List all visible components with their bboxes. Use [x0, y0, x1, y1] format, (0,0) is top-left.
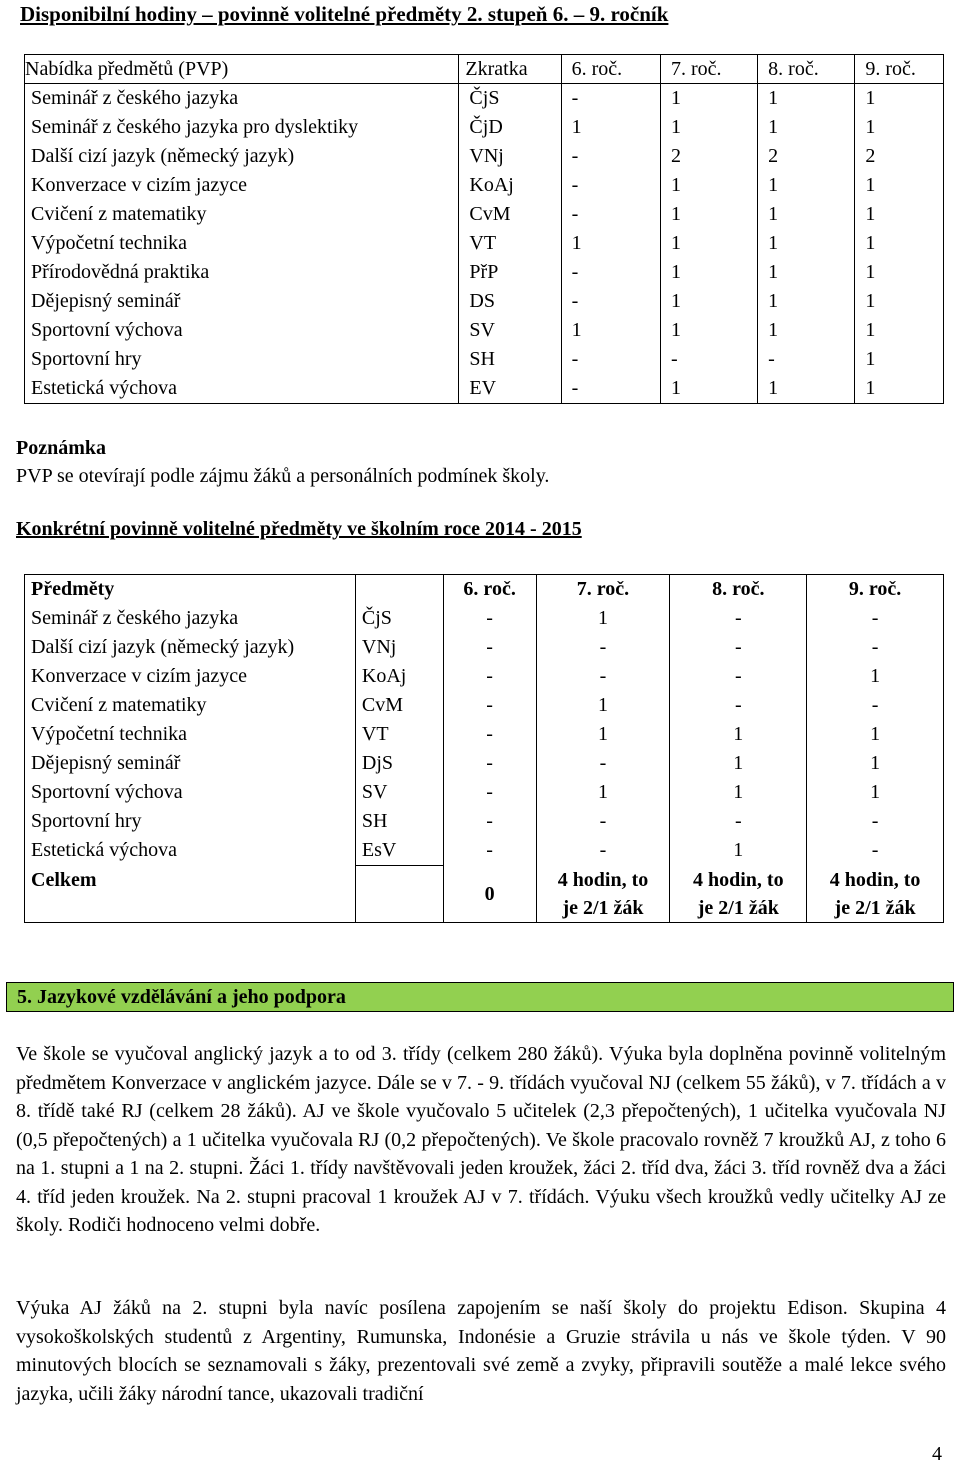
table-cell: -	[443, 720, 536, 749]
table-cell: 1	[807, 662, 944, 691]
table-cell: Sportovní hry	[25, 807, 356, 836]
table-cell: 1	[660, 229, 757, 258]
table-cell: -	[561, 258, 660, 287]
section-heading: 5. Jazykové vzdělávání a jeho podpora	[6, 982, 954, 1012]
table-cell: -	[660, 345, 757, 374]
header-cell: 6. roč.	[561, 55, 660, 84]
note-text: PVP se otevírají podle zájmu žáků a personálních podmínek školy.	[16, 465, 550, 487]
table-cell: Další cizí jazyk (německý jazyk)	[25, 142, 459, 171]
table-cell: -	[807, 691, 944, 720]
table-row	[25, 142, 944, 171]
note-heading: Poznámka	[16, 437, 106, 459]
table-cell: 2	[758, 142, 855, 171]
table-cell: 2	[660, 142, 757, 171]
table-cell: -	[561, 287, 660, 316]
table-cell: -	[758, 345, 855, 374]
table-cell: 1	[536, 691, 670, 720]
table-cell: -	[561, 171, 660, 200]
table-cell: Seminář z českého jazyka pro dyslektiky	[25, 113, 459, 142]
table-header-row	[25, 55, 944, 84]
table-row	[25, 345, 944, 374]
table-cell: 1	[660, 113, 757, 142]
table-cell: 1	[660, 84, 757, 114]
table-cell: KoAj	[459, 171, 561, 200]
table-cell: 1	[660, 287, 757, 316]
table-cell: 1	[807, 720, 944, 749]
table-row	[25, 229, 944, 258]
table-cell: 1	[561, 316, 660, 345]
table-row	[25, 662, 944, 691]
table-cell: Dějepisný seminář	[25, 287, 459, 316]
total-cell	[807, 866, 944, 923]
table-cell: 1	[855, 316, 944, 345]
table-cell: -	[807, 807, 944, 836]
table-row	[25, 171, 944, 200]
table-cell: 1	[536, 604, 670, 633]
table-cell: Sportovní výchova	[25, 316, 459, 345]
table-cell: 1	[807, 749, 944, 778]
page-title: Disponibilní hodiny – povinně volitelné předměty 2. stupeň 6. – 9. ročník	[20, 2, 669, 26]
table-cell: 1	[670, 720, 807, 749]
table-row	[25, 720, 944, 749]
total-text: 4 hodin, to	[557, 868, 649, 891]
total-row	[25, 866, 944, 923]
header-cell: 8. roč.	[758, 55, 855, 84]
table-cell: 1	[855, 258, 944, 287]
table-cell: -	[536, 633, 670, 662]
table-cell: Dějepisný seminář	[25, 749, 356, 778]
total-text: 0	[484, 882, 495, 905]
table-cell: -	[443, 691, 536, 720]
table-cell: -	[561, 374, 660, 404]
table-cell: Výpočetní technika	[25, 229, 459, 258]
pvp-offer-table	[24, 54, 944, 404]
pvp-2014-table	[24, 574, 944, 923]
table-cell: -	[561, 345, 660, 374]
header-cell: 9. roč.	[855, 55, 944, 84]
total-text: je 2/1 žák	[562, 896, 644, 919]
table-cell: -	[670, 662, 807, 691]
table-cell: -	[443, 633, 536, 662]
table-cell: VT	[459, 229, 561, 258]
table-row	[25, 633, 944, 662]
table-cell: 1	[855, 345, 944, 374]
table-cell: 1	[855, 84, 944, 114]
table-cell: 1	[758, 374, 855, 404]
table-cell: SV	[459, 316, 561, 345]
table-cell: KoAj	[355, 662, 443, 691]
header-cell: 8. roč.	[670, 575, 807, 605]
table-cell: PřP	[459, 258, 561, 287]
total-cell	[443, 866, 536, 923]
header-cell: 7. roč.	[536, 575, 670, 605]
table-cell: -	[443, 836, 536, 866]
table-cell: 1	[758, 287, 855, 316]
table-cell: CvM	[459, 200, 561, 229]
table-cell: ČjS	[355, 604, 443, 633]
table-cell: 1	[670, 778, 807, 807]
total-cell	[536, 866, 670, 923]
table-row	[25, 200, 944, 229]
table-cell: DS	[459, 287, 561, 316]
table-cell: 1	[855, 200, 944, 229]
table-row	[25, 836, 944, 866]
table-row	[25, 778, 944, 807]
table-cell: -	[670, 807, 807, 836]
table-cell: EsV	[355, 836, 443, 866]
table-cell: VNj	[459, 142, 561, 171]
header-cell: Zkratka	[459, 55, 561, 84]
table-cell: 1	[660, 258, 757, 287]
table-cell: Cvičení z matematiky	[25, 691, 356, 720]
table-cell: -	[443, 749, 536, 778]
table-row	[25, 604, 944, 633]
table-row	[25, 749, 944, 778]
table-cell: Cvičení z matematiky	[25, 200, 459, 229]
table-row	[25, 287, 944, 316]
table-row	[25, 316, 944, 345]
table-cell: Sportovní výchova	[25, 778, 356, 807]
table-cell: -	[670, 691, 807, 720]
table-cell: 1	[855, 374, 944, 404]
table-cell: -	[807, 604, 944, 633]
table-cell: Přírodovědná praktika	[25, 258, 459, 287]
table-cell: 1	[758, 258, 855, 287]
table-cell: Další cizí jazyk (německý jazyk)	[25, 633, 356, 662]
empty-cell	[355, 866, 443, 923]
table-cell: VT	[355, 720, 443, 749]
table-cell: CvM	[355, 691, 443, 720]
table-cell: SH	[355, 807, 443, 836]
table-cell: -	[561, 142, 660, 171]
total-text: 4 hodin, to	[692, 868, 784, 891]
table-cell: 1	[660, 171, 757, 200]
concrete-subjects-heading: Konkrétní povinně volitelné předměty ve školním roce 2014 - 2015	[16, 518, 582, 540]
table-row	[25, 113, 944, 142]
paragraph-edison-project: Výuka AJ žáků na 2. stupni byla navíc posílena zapojením se naší školy do projektu Edison. Skupina 4 vysokoškolských studentů z Argentiny, Rumunska, Indonésie a Gruzie strávila u nás ve škole týden. V 90 minutových blocích se seznamovali s žáky, prezentovali své země a zvyky, připravili soutěže a malé lekce svého jazyka, učili žáky národní tance, ukazovali tradiční	[16, 1297, 946, 1405]
paragraph-language-education: Ve škole se vyučoval anglický jazyk a to od 3. třídy (celkem 280 žáků). Výuka byla doplněna povinně volitelným předmětem Konverzace v anglickém jazyce. Dále se v 7. - 9. třídách vyučoval NJ (celkem 55 žáků), v 7. třídách a v 8. třídě také RJ (celkem 28 žáků). AJ ve škole vyučovalo 5 učitelek (2,3 přepočtených), 1 učitelka vyučovala NJ (0,5 přepočtených) a 1 učitelka vyučovala RJ (0,2 přepočtených). Ve škole pracovalo rovněž 7 kroužků AJ, z toho 6 na 1. stupni a 1 na 2. stupni. Žáci 1. třídy navštěvovali jeden kroužek, žáci 2. tříd dva, žáci 3. tříd rovněž dva a žáci 4. tříd jeden kroužek. Na 2. stupni pracoval 1 kroužek AJ v 7. třídách. Výuku všech kroužků vedly učitelky AJ ze školy. Rodiči hodnoceno velmi dobře.	[16, 1043, 946, 1236]
table-cell: 1	[758, 113, 855, 142]
header-cell: Předměty	[25, 575, 356, 605]
table-cell: -	[536, 807, 670, 836]
table-cell: SV	[355, 778, 443, 807]
table-cell: Estetická výchova	[25, 374, 459, 404]
table-cell: 1	[660, 374, 757, 404]
table-cell: 1	[660, 316, 757, 345]
table-cell: Seminář z českého jazyka	[25, 604, 356, 633]
table-row	[25, 84, 944, 114]
table-cell: 1	[758, 200, 855, 229]
table-cell: 1	[855, 229, 944, 258]
table-cell: -	[807, 836, 944, 866]
table-cell: Výpočetní technika	[25, 720, 356, 749]
table-cell: 1	[855, 171, 944, 200]
table-cell: SH	[459, 345, 561, 374]
table-cell: 1	[660, 200, 757, 229]
table-cell: -	[443, 604, 536, 633]
total-cell	[670, 866, 807, 923]
table-cell: Estetická výchova	[25, 836, 356, 866]
table-cell: VNj	[355, 633, 443, 662]
table-cell: 1	[758, 84, 855, 114]
header-cell: 6. roč.	[443, 575, 536, 605]
table-row	[25, 374, 944, 404]
table-cell: -	[443, 807, 536, 836]
table-cell: 1	[758, 229, 855, 258]
table-cell: EV	[459, 374, 561, 404]
table-cell: -	[536, 662, 670, 691]
table-cell: 1	[807, 778, 944, 807]
table-cell: -	[670, 604, 807, 633]
table-cell: -	[536, 836, 670, 866]
table-cell: -	[561, 84, 660, 114]
table-cell: 1	[536, 720, 670, 749]
table-cell: 1	[855, 113, 944, 142]
page-number: 4	[932, 1443, 942, 1465]
header-cell	[355, 575, 443, 605]
table-cell: DjS	[355, 749, 443, 778]
header-cell: Nabídka předmětů (PVP)	[25, 55, 459, 84]
table-header-row	[25, 575, 944, 605]
table-cell: Seminář z českého jazyka	[25, 84, 459, 114]
table-cell: Konverzace v cizím jazyce	[25, 171, 459, 200]
table-cell: 1	[758, 171, 855, 200]
table-cell: -	[536, 749, 670, 778]
table-cell: -	[443, 778, 536, 807]
table-cell: -	[807, 633, 944, 662]
header-cell: 7. roč.	[660, 55, 757, 84]
total-text: je 2/1 žák	[834, 896, 916, 919]
table-cell: ČjS	[459, 84, 561, 114]
header-cell: 9. roč.	[807, 575, 944, 605]
total-text: Celkem	[31, 868, 97, 891]
table-cell: 1	[758, 316, 855, 345]
table-row	[25, 258, 944, 287]
total-cell	[25, 866, 356, 923]
table-cell: 2	[855, 142, 944, 171]
table-cell: Konverzace v cizím jazyce	[25, 662, 356, 691]
table-cell: 1	[855, 287, 944, 316]
table-cell: 1	[536, 778, 670, 807]
table-cell: 1	[561, 113, 660, 142]
table-row	[25, 807, 944, 836]
total-text: 4 hodin, to	[829, 868, 921, 891]
table-cell: 1	[561, 229, 660, 258]
table-cell: 1	[670, 836, 807, 866]
table-cell: -	[443, 662, 536, 691]
table-cell: -	[561, 200, 660, 229]
table-cell: -	[670, 633, 807, 662]
table-cell: Sportovní hry	[25, 345, 459, 374]
table-cell: 1	[670, 749, 807, 778]
table-row	[25, 691, 944, 720]
total-text: je 2/1 žák	[697, 896, 779, 919]
table-cell: ČjD	[459, 113, 561, 142]
